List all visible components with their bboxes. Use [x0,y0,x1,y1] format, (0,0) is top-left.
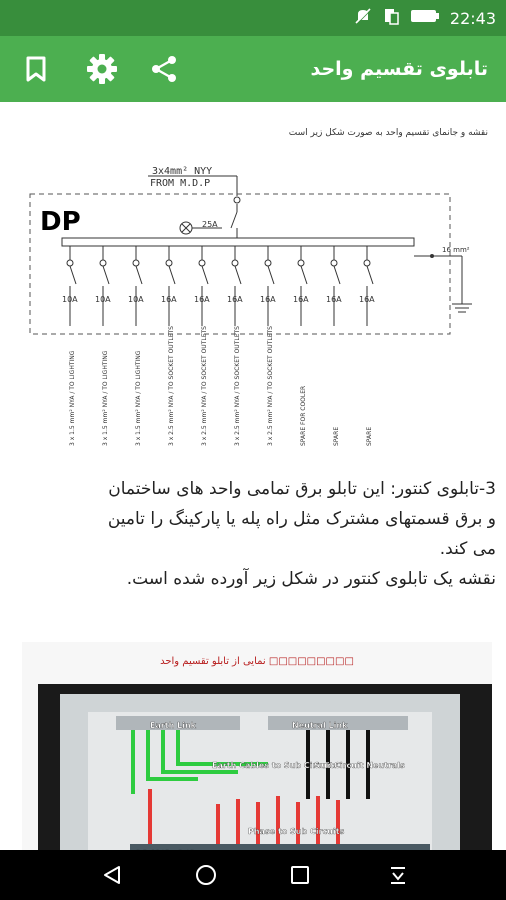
bookmark-icon[interactable] [18,51,54,87]
breaker-rating: 16A [161,295,177,304]
breaker-rating: 16A [260,295,276,304]
distribution-board-diagram [22,114,492,460]
circuit-label: SPARE [366,426,373,446]
back-icon[interactable] [92,850,132,900]
download-icon[interactable] [378,850,418,900]
mute-icon [354,7,372,29]
svg-text:Sub Circuit Neutrals: Sub Circuit Neutrals [314,761,405,770]
status-time: 22:43 [449,8,496,28]
battery-icon [410,8,440,28]
sim-icon [382,7,400,29]
photo-frame [22,642,492,857]
svg-text:Phase to Sub Circuits: Phase to Sub Circuits [248,827,345,836]
article-paragraph [10,474,496,594]
article-line-3: می کند. [439,539,496,559]
recents-icon[interactable] [280,850,320,900]
breaker-rating: 16A [194,295,210,304]
photo-caption: □□□□□□□□□ نمایی از تابلو تقسیم واحد [160,656,354,667]
breaker-rating: 10A [95,295,111,304]
circuit-label: 3 x 1.5 mm² NYA / TO LIGHTING [135,350,142,446]
svg-text:Earth Link: Earth Link [150,721,196,730]
breaker-rating: 16A [293,295,309,304]
circuit-label: SPARE [333,426,340,446]
dp-label: DP [40,207,81,237]
breaker-rating: 10A [128,295,144,304]
circuit-label: SPARE FOR COOLER [300,385,307,446]
article-line-2: و برق قسمتهای مشترک مثل راه پله یا پارکینگ را تامین [107,509,496,529]
status-bar [0,0,506,36]
home-icon[interactable] [186,850,226,900]
breaker-rating: 16A [359,295,375,304]
circuit-label: 3 x 2.5 mm² NYA / TO SOCKET OUTLETS [168,326,175,446]
circuit-label: 3 x 2.5 mm² NYA / TO SOCKET OUTLETS [234,326,241,446]
circuit-label: 3 x 2.5 mm² NYA / TO SOCKET OUTLETS [267,326,274,446]
distribution-board-photo [38,684,492,864]
breaker-rating: 16A [227,295,243,304]
svg-text:25A: 25A [202,220,218,229]
breaker-rating: 10A [62,295,78,304]
share-icon[interactable] [146,51,182,87]
breaker-rating: 16A [326,295,342,304]
circuit-label: 3 x 1.5 mm² NYA / TO LIGHTING [102,350,109,446]
feed-label-2: FROM M.D.P [150,178,211,189]
settings-icon[interactable] [84,51,120,87]
article-line-1: 3-تابلوی کنتور: این تابلو برق تمامی واحد های ساختمان [108,479,496,499]
page-title: تابلوی تقسیم واحد [310,58,488,80]
circuit-label: 3 x 1.5 mm² NYA / TO LIGHTING [69,350,76,446]
svg-text:Earth Cables to Sub Circuits: Earth Cables to Sub Circuits [212,761,339,770]
diagram-caption: نقشه و جانمای تقسیم واحد به صورت شکل زیر است [288,128,488,138]
svg-text:16 mm²: 16 mm² [442,246,470,254]
app-bar [0,36,506,102]
article-content [0,102,506,850]
article-line-4: نقشه یک تابلوی کنتور در شکل زیر آورده شده است. [126,569,496,589]
feed-label-1: 3x4mm² NYY [152,166,213,177]
navigation-bar [0,850,506,900]
svg-text:Neutral Link: Neutral Link [292,721,348,730]
circuit-label: 3 x 2.5 mm² NYA / TO SOCKET OUTLETS [201,326,208,446]
